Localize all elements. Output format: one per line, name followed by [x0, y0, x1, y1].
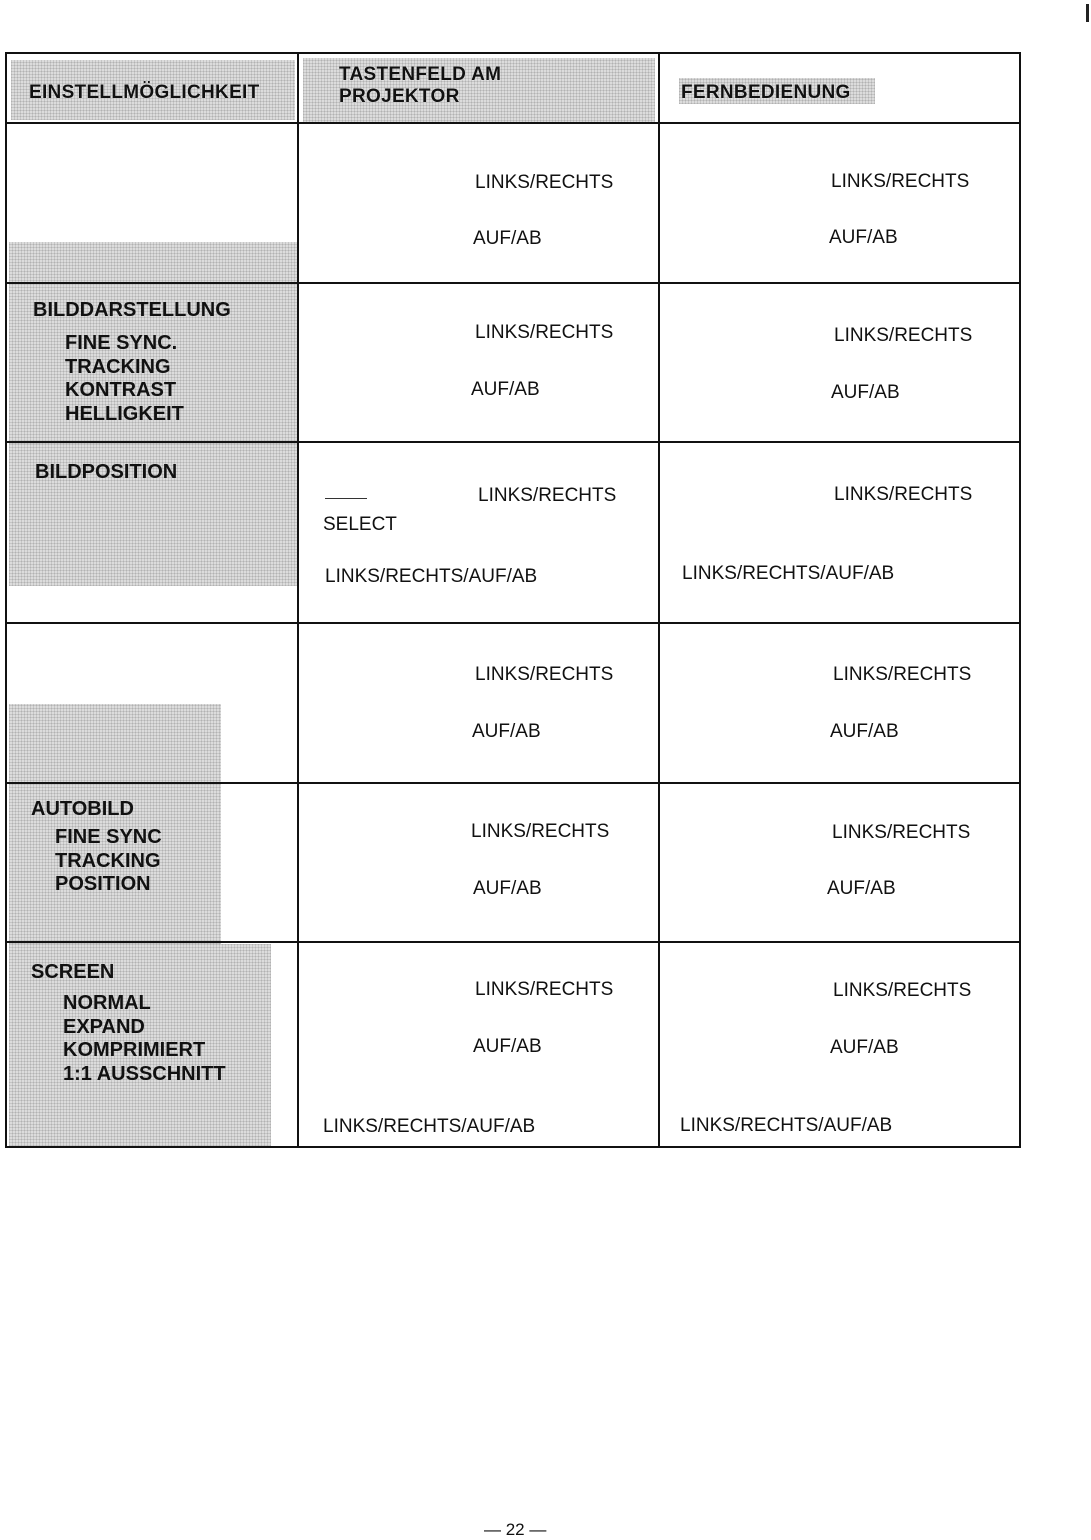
row2-remote-auf-ab: AUF/AB — [831, 382, 900, 403]
subitem-kontrast: KONTRAST — [65, 379, 177, 401]
header-tastenfeld-line2: PROJEKTOR — [339, 86, 460, 107]
subitem-tracking: TRACKING — [65, 355, 171, 378]
row2-keypad-auf-ab: AUF/AB — [471, 379, 540, 400]
row6-keypad-auf-ab: AUF/AB — [473, 1036, 542, 1057]
subitem-komprimiert: KOMPRIMIERT — [63, 1039, 206, 1061]
row6-remote-links-rechts-auf-ab: LINKS/RECHTS/AUF/AB — [680, 1115, 893, 1136]
row3-keypad-select: SELECT — [323, 514, 397, 535]
row6-remote-auf-ab: AUF/AB — [830, 1037, 899, 1058]
subitem-position: POSITION — [55, 873, 151, 895]
row6-remote-links-rechts: LINKS/RECHTS — [833, 980, 972, 1001]
subitem-fine-sync: FINE SYNC. — [65, 332, 178, 354]
row5-keypad-auf-ab: AUF/AB — [473, 878, 542, 899]
label-bildposition: BILDPOSITION — [35, 461, 178, 483]
row2-remote-links-rechts: LINKS/RECHTS — [834, 325, 973, 346]
row2-keypad-links-rechts: LINKS/RECHTS — [475, 322, 614, 343]
row3-remote-links-rechts-auf-ab: LINKS/RECHTS/AUF/AB — [682, 563, 895, 584]
label-screen: SCREEN — [31, 961, 115, 983]
row5-remote-links-rechts: LINKS/RECHTS — [832, 822, 971, 843]
page-number: — 22 — — [484, 1520, 547, 1539]
label-bilddarstellung: BILDDARSTELLUNG — [33, 299, 231, 321]
bilddarstellung-subitems — [65, 332, 184, 426]
subitem-helligkeit: HELLIGKEIT — [65, 402, 184, 425]
subitem-1-1-ausschnitt: 1:1 AUSSCHNITT — [63, 1062, 226, 1085]
row-divider-3 — [7, 622, 1019, 624]
row6-keypad-links-rechts: LINKS/RECHTS — [475, 979, 614, 1000]
row4-remote-links-rechts: LINKS/RECHTS — [833, 664, 972, 685]
row1-remote-auf-ab: AUF/AB — [829, 227, 898, 248]
row-divider-2 — [7, 441, 1019, 443]
autobild-subitems — [55, 826, 162, 897]
row3-keypad-links-rechts: LINKS/RECHTS — [478, 485, 617, 506]
header-fernbedienung: FERNBEDIENUNG — [681, 82, 851, 103]
subitem-normal: NORMAL — [63, 992, 151, 1014]
row4-remote-auf-ab: AUF/AB — [830, 721, 899, 742]
label-autobild: AUTOBILD — [31, 798, 134, 820]
settings-table — [5, 52, 1021, 1148]
screen-subitems — [63, 992, 226, 1086]
row5-keypad-links-rechts: LINKS/RECHTS — [471, 821, 610, 842]
row4-shade — [9, 704, 221, 784]
row1-keypad-auf-ab: AUF/AB — [473, 228, 542, 249]
header-einstellmoeglichkeit: EINSTELLMÖGLICHKEIT — [29, 82, 260, 103]
keypad-dash-mark — [325, 498, 367, 499]
page-edge-mark — [1086, 4, 1089, 22]
row1-shade — [9, 242, 299, 284]
row1-keypad-links-rechts: LINKS/RECHTS — [475, 172, 614, 193]
header-divider — [7, 122, 1019, 124]
column-divider-2 — [658, 54, 660, 1146]
row-divider-4 — [7, 782, 1019, 784]
subitem-expand: EXPAND — [63, 1015, 145, 1038]
row3-keypad-links-rechts-auf-ab: LINKS/RECHTS/AUF/AB — [325, 566, 538, 587]
row4-keypad-auf-ab: AUF/AB — [472, 721, 541, 742]
row4-keypad-links-rechts: LINKS/RECHTS — [475, 664, 614, 685]
row5-remote-auf-ab: AUF/AB — [827, 878, 896, 899]
row-divider-1 — [7, 282, 1019, 284]
subitem-fine-sync: FINE SYNC — [55, 826, 162, 848]
row3-remote-links-rechts: LINKS/RECHTS — [834, 484, 973, 505]
row-divider-5 — [7, 941, 1019, 943]
row6-keypad-links-rechts-auf-ab: LINKS/RECHTS/AUF/AB — [323, 1116, 536, 1137]
header-tastenfeld-line1: TASTENFELD AM — [339, 64, 502, 85]
subitem-tracking: TRACKING — [55, 849, 161, 872]
column-divider-1 — [297, 54, 299, 1146]
row1-remote-links-rechts: LINKS/RECHTS — [831, 171, 970, 192]
